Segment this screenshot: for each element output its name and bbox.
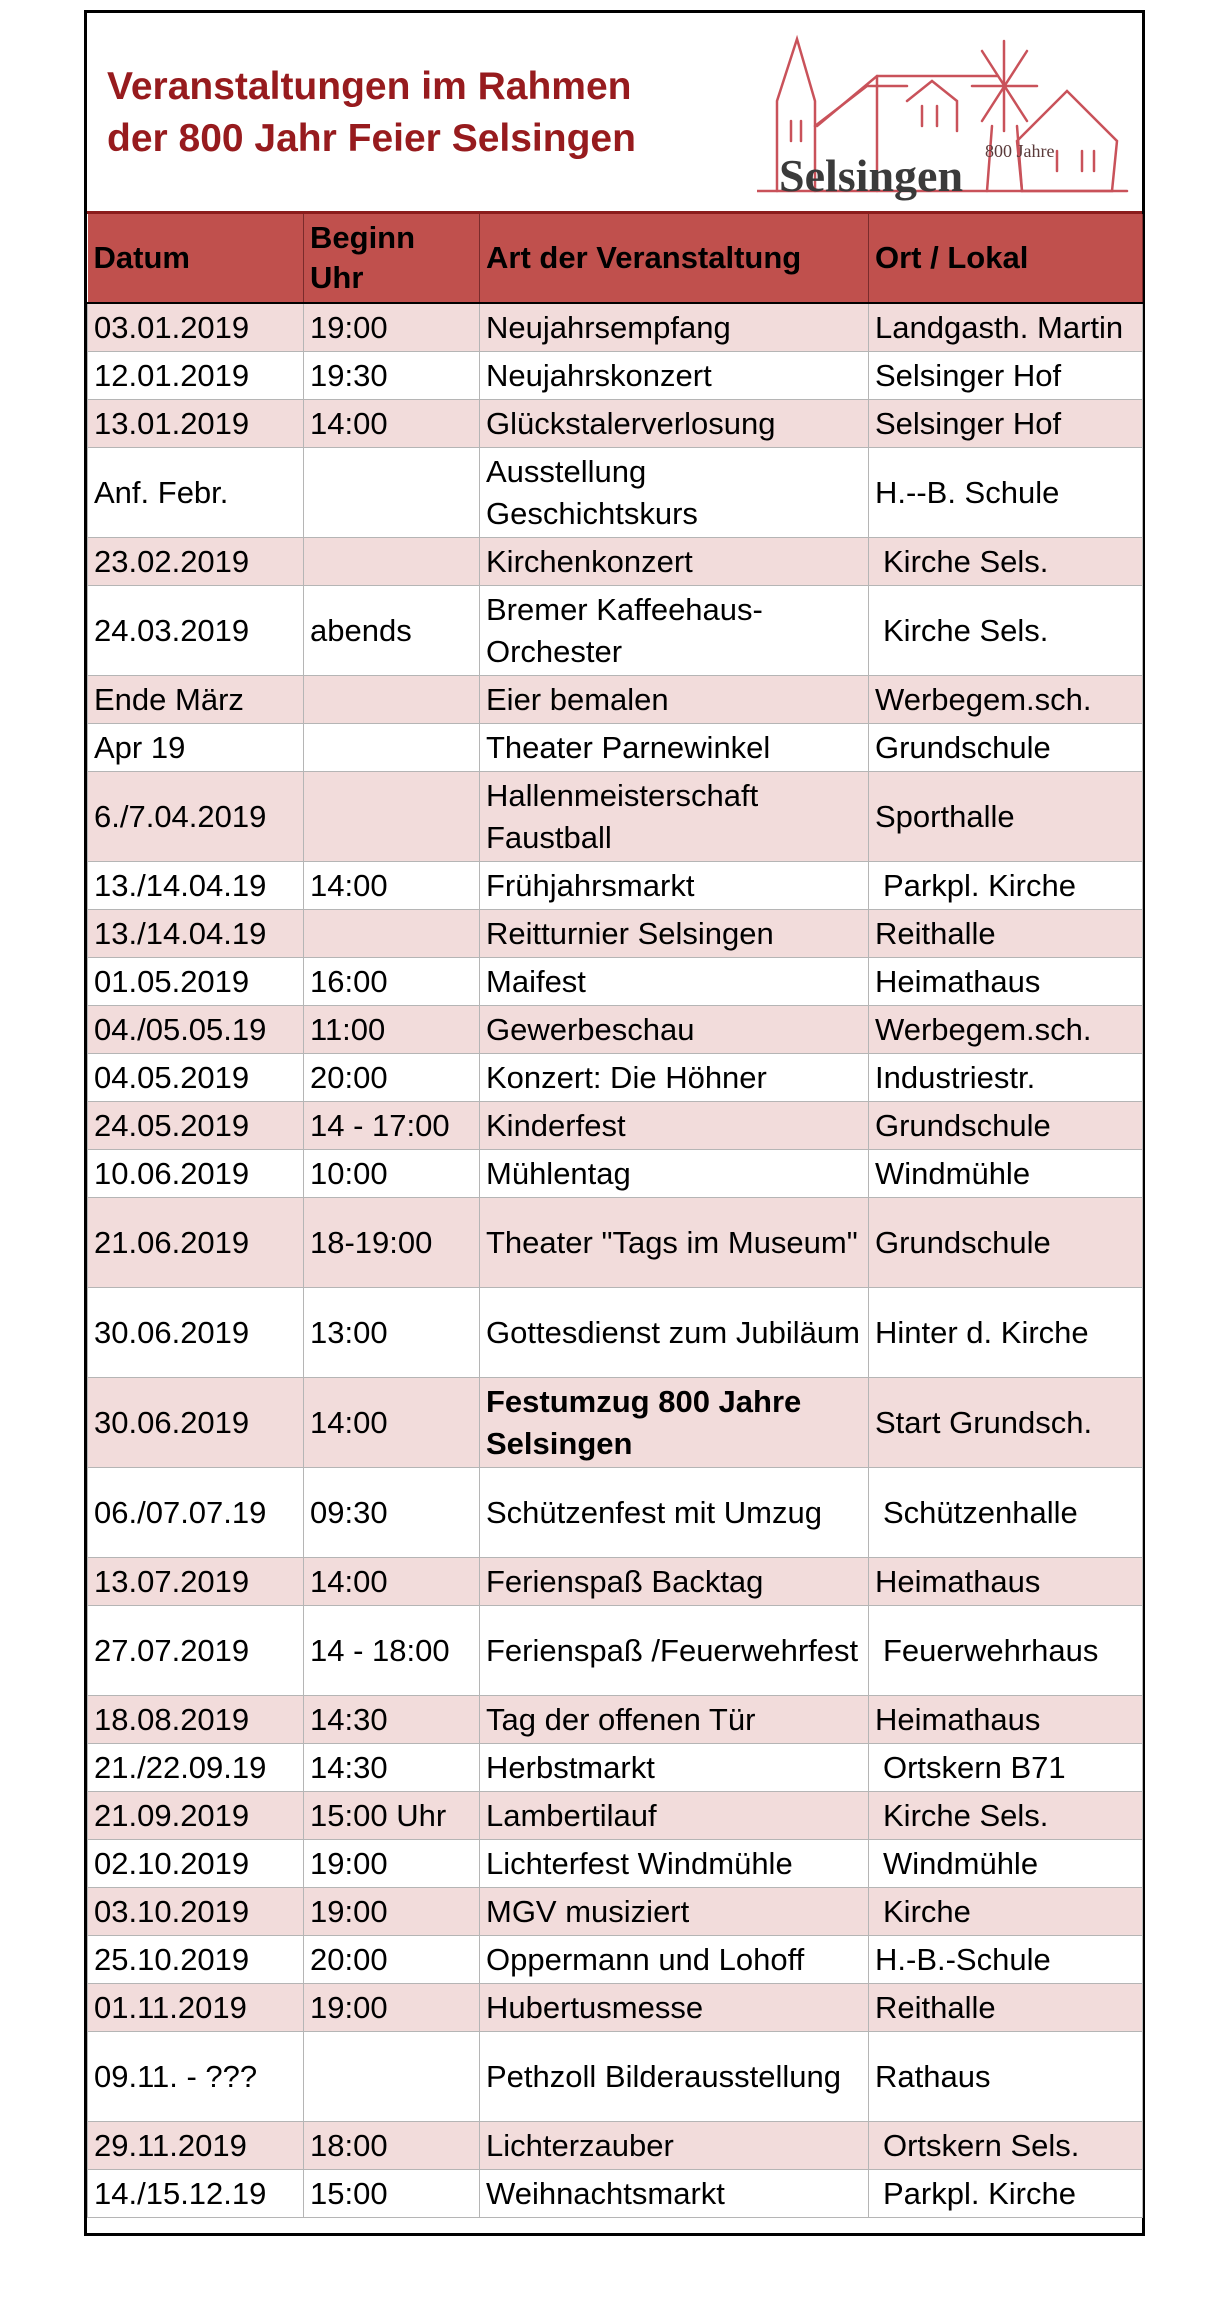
cell-time: 19:30 (304, 352, 480, 400)
cell-time: 15:00 (304, 2170, 480, 2218)
cell-date: 13.07.2019 (88, 1558, 304, 1606)
table-row (88, 1102, 1143, 1150)
table-row (88, 400, 1143, 448)
events-table (87, 214, 1143, 2218)
cell-time: 19:00 (304, 1840, 480, 1888)
table-header-row (88, 214, 1143, 303)
cell-event: Gewerbeschau (480, 1006, 869, 1054)
cell-date: 03.01.2019 (88, 303, 304, 352)
cell-event: Frühjahrsmarkt (480, 862, 869, 910)
table-row (88, 1744, 1143, 1792)
table-row (88, 1198, 1143, 1288)
cell-location: Windmühle (869, 1840, 1143, 1888)
cell-location: Grundschule (869, 724, 1143, 772)
cell-location: Heimathaus (869, 1696, 1143, 1744)
cell-location: Heimathaus (869, 1558, 1143, 1606)
cell-event: MGV musiziert (480, 1888, 869, 1936)
cell-time (304, 538, 480, 586)
cell-date: Ende März (88, 676, 304, 724)
cell-event: Herbstmarkt (480, 1744, 869, 1792)
cell-date: 30.06.2019 (88, 1378, 304, 1468)
cell-location: Werbegem.sch. (869, 1006, 1143, 1054)
table-row (88, 910, 1143, 958)
cell-date: 25.10.2019 (88, 1936, 304, 1984)
cell-time: 14 - 17:00 (304, 1102, 480, 1150)
table-row (88, 1888, 1143, 1936)
cell-date: 24.03.2019 (88, 586, 304, 676)
cell-date: 12.01.2019 (88, 352, 304, 400)
cell-date: Apr 19 (88, 724, 304, 772)
cell-date: 21./22.09.19 (88, 1744, 304, 1792)
cell-location: Heimathaus (869, 958, 1143, 1006)
cell-time: 14:00 (304, 1378, 480, 1468)
cell-event: Konzert: Die Höhner (480, 1054, 869, 1102)
cell-location: Parkpl. Kirche (869, 862, 1143, 910)
cell-time: 19:00 (304, 1984, 480, 2032)
cell-time: 09:30 (304, 1468, 480, 1558)
cell-date: 13./14.04.19 (88, 910, 304, 958)
cell-date: 21.09.2019 (88, 1792, 304, 1840)
table-row (88, 1558, 1143, 1606)
cell-event: Mühlentag (480, 1150, 869, 1198)
header-location: Ort / Lokal (869, 214, 1143, 303)
table-row (88, 1936, 1143, 1984)
table-row (88, 862, 1143, 910)
table-row (88, 303, 1143, 352)
cell-event: Hallenmeisterschaft Faustball (480, 772, 869, 862)
cell-event: Hubertusmesse (480, 1984, 869, 2032)
cell-date: 01.11.2019 (88, 1984, 304, 2032)
cell-event: Theater "Tags im Museum" (480, 1198, 869, 1288)
table-row (88, 1006, 1143, 1054)
table-row (88, 772, 1143, 862)
header-event-type: Art der Veranstaltung (480, 214, 869, 303)
cell-location: Grundschule (869, 1102, 1143, 1150)
cell-location: Reithalle (869, 910, 1143, 958)
cell-time (304, 448, 480, 538)
cell-event: Reitturnier Selsingen (480, 910, 869, 958)
cell-date: 23.02.2019 (88, 538, 304, 586)
event-schedule-sheet (84, 10, 1145, 2236)
cell-time: 18-19:00 (304, 1198, 480, 1288)
cell-time: 13:00 (304, 1288, 480, 1378)
cell-location: Reithalle (869, 1984, 1143, 2032)
cell-time: 18:00 (304, 2122, 480, 2170)
cell-event: Bremer Kaffeehaus-Orchester (480, 586, 869, 676)
cell-event: Neujahrskonzert (480, 352, 869, 400)
cell-event-highlight: Festumzug 800 Jahre Selsingen (480, 1378, 869, 1468)
cell-location: Selsinger Hof (869, 352, 1143, 400)
cell-date: 30.06.2019 (88, 1288, 304, 1378)
table-row (88, 538, 1143, 586)
cell-date: 10.06.2019 (88, 1150, 304, 1198)
cell-event: Ausstellung Geschichtskurs (480, 448, 869, 538)
table-row (88, 1696, 1143, 1744)
table-row (88, 586, 1143, 676)
table-row (88, 724, 1143, 772)
cell-date: 24.05.2019 (88, 1102, 304, 1150)
cell-time: 14:30 (304, 1696, 480, 1744)
cell-time: 11:00 (304, 1006, 480, 1054)
cell-date: 13.01.2019 (88, 400, 304, 448)
cell-location: Selsinger Hof (869, 400, 1143, 448)
table-row (88, 2122, 1143, 2170)
cell-time (304, 676, 480, 724)
cell-location: Rathaus (869, 2032, 1143, 2122)
header-start-time: Beginn Uhr (304, 214, 480, 303)
table-row (88, 1054, 1143, 1102)
cell-location: Grundschule (869, 1198, 1143, 1288)
table-row (88, 1606, 1143, 1696)
cell-date: 01.05.2019 (88, 958, 304, 1006)
cell-event: Lambertilauf (480, 1792, 869, 1840)
cell-time: 16:00 (304, 958, 480, 1006)
table-row (88, 958, 1143, 1006)
cell-time: 14:00 (304, 862, 480, 910)
cell-date: 02.10.2019 (88, 1840, 304, 1888)
cell-location: Schützenhalle (869, 1468, 1143, 1558)
page-title (107, 61, 636, 165)
cell-location: Industriestr. (869, 1054, 1143, 1102)
cell-time (304, 772, 480, 862)
cell-date: 29.11.2019 (88, 2122, 304, 2170)
cell-date: 04./05.05.19 (88, 1006, 304, 1054)
cell-time: 14:30 (304, 1744, 480, 1792)
cell-location: Kirche Sels. (869, 586, 1143, 676)
cell-date: 18.08.2019 (88, 1696, 304, 1744)
table-row (88, 1984, 1143, 2032)
logo-caption: 800 Jahre (985, 141, 1055, 161)
cell-event: Theater Parnewinkel (480, 724, 869, 772)
cell-date: 06./07.07.19 (88, 1468, 304, 1558)
table-row (88, 448, 1143, 538)
header-date: Datum (88, 214, 304, 303)
table-row (88, 2032, 1143, 2122)
cell-event: Neujahrsempfang (480, 303, 869, 352)
cell-event: Ferienspaß Backtag (480, 1558, 869, 1606)
cell-location: Start Grundsch. (869, 1378, 1143, 1468)
cell-date: 27.07.2019 (88, 1606, 304, 1696)
document-header (87, 13, 1142, 214)
table-row (88, 1792, 1143, 1840)
cell-time: 14:00 (304, 400, 480, 448)
cell-location: Kirche (869, 1888, 1143, 1936)
cell-location: Feuerwehrhaus (869, 1606, 1143, 1696)
table-row (88, 1378, 1143, 1468)
cell-date: 14./15.12.19 (88, 2170, 304, 2218)
table-row (88, 2170, 1143, 2218)
cell-time (304, 2032, 480, 2122)
cell-time: 10:00 (304, 1150, 480, 1198)
table-row (88, 1840, 1143, 1888)
cell-location: Landgasth. Martin (869, 303, 1143, 352)
cell-event: Kirchenkonzert (480, 538, 869, 586)
cell-location: Kirche Sels. (869, 538, 1143, 586)
cell-event: Pethzoll Bilderausstellung (480, 2032, 869, 2122)
cell-location: Ortskern B71 (869, 1744, 1143, 1792)
table-row (88, 352, 1143, 400)
cell-location: Windmühle (869, 1150, 1143, 1198)
cell-location: Kirche Sels. (869, 1792, 1143, 1840)
cell-time: 20:00 (304, 1054, 480, 1102)
cell-date: 21.06.2019 (88, 1198, 304, 1288)
cell-time (304, 724, 480, 772)
cell-event: Glückstalerverlosung (480, 400, 869, 448)
cell-location: Ortskern Sels. (869, 2122, 1143, 2170)
cell-time: 14:00 (304, 1558, 480, 1606)
table-row (88, 1150, 1143, 1198)
cell-location: H.-B.-Schule (869, 1936, 1143, 1984)
cell-date: Anf. Febr. (88, 448, 304, 538)
cell-time (304, 910, 480, 958)
cell-location: Parkpl. Kirche (869, 2170, 1143, 2218)
cell-event: Lichterzauber (480, 2122, 869, 2170)
cell-event: Maifest (480, 958, 869, 1006)
table-row (88, 1288, 1143, 1378)
cell-time: 19:00 (304, 1888, 480, 1936)
cell-location: Hinter d. Kirche (869, 1288, 1143, 1378)
title-line-2: der 800 Jahr Feier Selsingen (107, 117, 636, 160)
cell-time: 15:00 Uhr (304, 1792, 480, 1840)
cell-location: Werbegem.sch. (869, 676, 1143, 724)
cell-event: Weihnachtsmarkt (480, 2170, 869, 2218)
logo-name: Selsingen (779, 150, 964, 201)
cell-event: Eier bemalen (480, 676, 869, 724)
selsingen-logo (757, 31, 1129, 207)
cell-date: 03.10.2019 (88, 1888, 304, 1936)
cell-event: Schützenfest mit Umzug (480, 1468, 869, 1558)
cell-time: abends (304, 586, 480, 676)
table-row (88, 676, 1143, 724)
cell-time: 14 - 18:00 (304, 1606, 480, 1696)
cell-time: 20:00 (304, 1936, 480, 1984)
cell-event: Lichterfest Windmühle (480, 1840, 869, 1888)
table-row (88, 1468, 1143, 1558)
cell-event: Oppermann und Lohoff (480, 1936, 869, 1984)
cell-event: Ferienspaß /Feuerwehrfest (480, 1606, 869, 1696)
cell-time: 19:00 (304, 303, 480, 352)
cell-date: 09.11. - ??? (88, 2032, 304, 2122)
cell-event: Kinderfest (480, 1102, 869, 1150)
cell-location: Sporthalle (869, 772, 1143, 862)
cell-event: Gottesdienst zum Jubiläum (480, 1288, 869, 1378)
cell-date: 13./14.04.19 (88, 862, 304, 910)
cell-date: 6./7.04.2019 (88, 772, 304, 862)
cell-event: Tag der offenen Tür (480, 1696, 869, 1744)
cell-location: H.--B. Schule (869, 448, 1143, 538)
title-line-1: Veranstaltungen im Rahmen (107, 65, 632, 108)
cell-date: 04.05.2019 (88, 1054, 304, 1102)
